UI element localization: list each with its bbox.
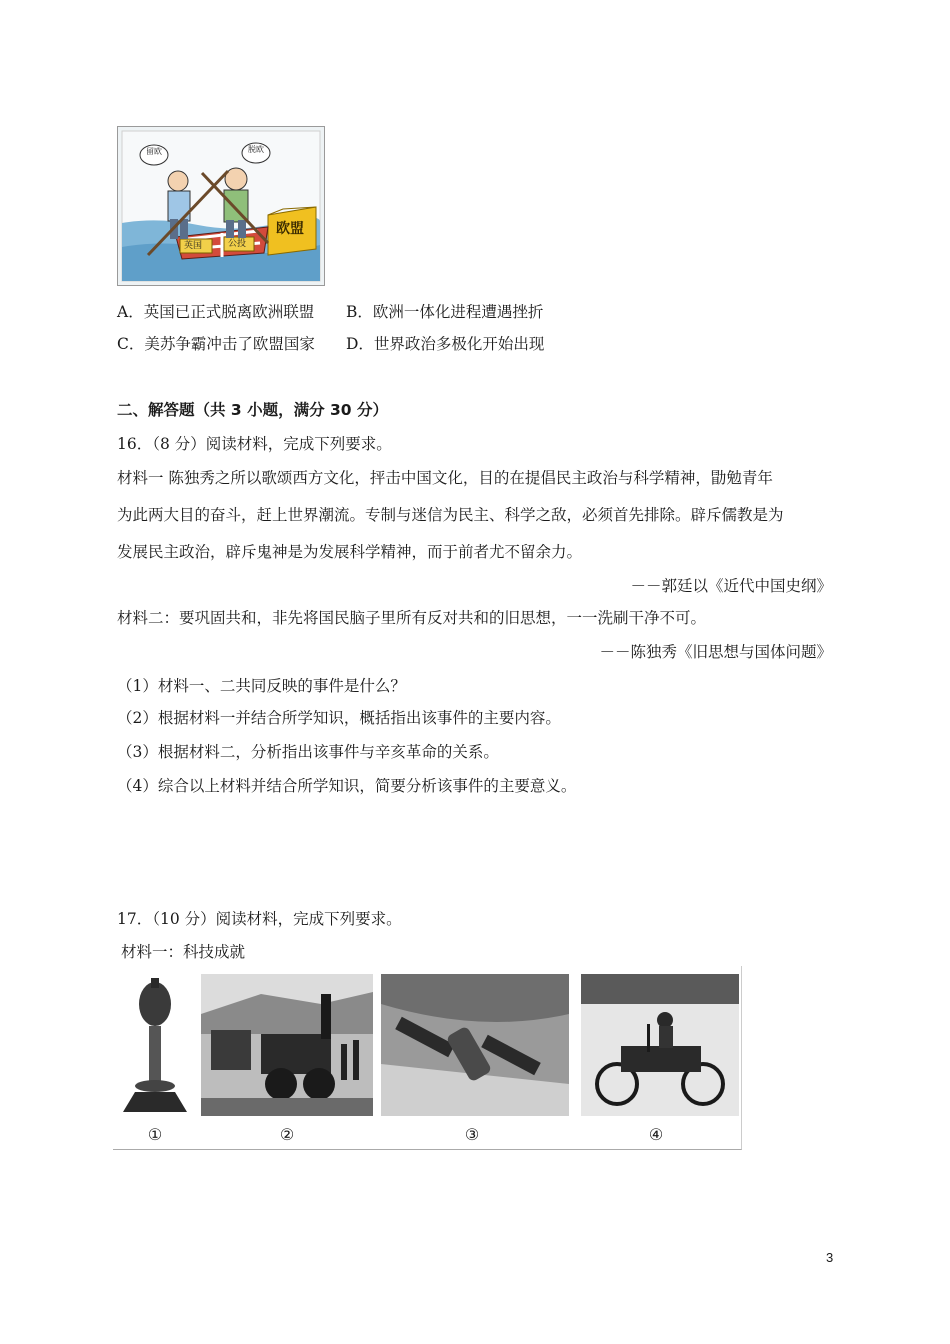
box-uk-label: 英国 [184,241,203,251]
option-c: C．美苏争霸冲击了欧盟国家 [117,335,315,353]
bubble-leave-label: 脱欧 [248,145,264,154]
option-b: B．欧洲一体化进程遭遇挫折 [346,303,544,321]
photo-label-4: ④ [648,1125,664,1144]
q16-question-4: （4）综合以上材料并结合所学知识，简要分析该事件的主要意义。 [117,777,577,795]
q16-material2-source: －－陈独秀《旧思想与国体问题》 [599,643,832,661]
q16-material2: 材料二：要巩固共和，非先将国民脑子里所有反对共和的旧思想，一一洗刷干净不可。 [117,609,707,627]
q16-question-1: （1）材料一、二共同反映的事件是什么？ [117,677,406,695]
photo-locomotive [201,974,373,1116]
q17-material1: 材料一：科技成就 [121,943,246,961]
tech-photo-strip [113,966,742,1150]
q16-question-3: （3）根据材料二，分析指出该事件与辛亥革命的关系。 [117,743,499,761]
brexit-cartoon [117,126,325,286]
photo-label-2: ② [279,1125,295,1144]
q17-title: 17．（10 分）阅读材料，完成下列要求。 [117,910,402,928]
q16-material1-line3: 发展民主政治，辟斥鬼神是为发展科学精神，而于前者尤不留余力。 [117,543,583,561]
box-eu-label: 欧盟 [276,221,304,237]
q16-material1-source: －－郭廷以《近代中国史纲》 [630,577,832,595]
bubble-stay-label: 留欧 [146,147,162,156]
box-vote-label: 公投 [228,239,247,249]
q16-question-2: （2）根据材料一并结合所学知识，概括指出该事件的主要内容。 [117,709,561,727]
photo-satellite [381,974,569,1116]
option-d: D．世界政治多极化开始出现 [346,335,545,353]
photo-telegraph [113,974,197,1116]
photo-label-1: ① [147,1125,163,1144]
q16-title: 16．（8 分）阅读材料，完成下列要求。 [117,435,392,453]
q16-material1-line2: 为此两大目的奋斗，赶上世界潮流。专制与迷信为民主、科学之敌，必须首先排除。辟斥儒教是为 [117,506,784,524]
photo-label-3: ③ [464,1125,480,1144]
photo-automobile [581,974,739,1116]
option-a: A．英国已正式脱离欧洲联盟 [117,303,315,321]
q16-material1-line1: 材料一 陈独秀之所以歌颂西方文化，抨击中国文化，目的在提倡民主政治与科学精神，勖勉青年 [117,469,773,487]
section-heading: 二、解答题（共 3 小题，满分 30 分） [117,401,388,419]
page-number: 3 [826,1250,834,1265]
